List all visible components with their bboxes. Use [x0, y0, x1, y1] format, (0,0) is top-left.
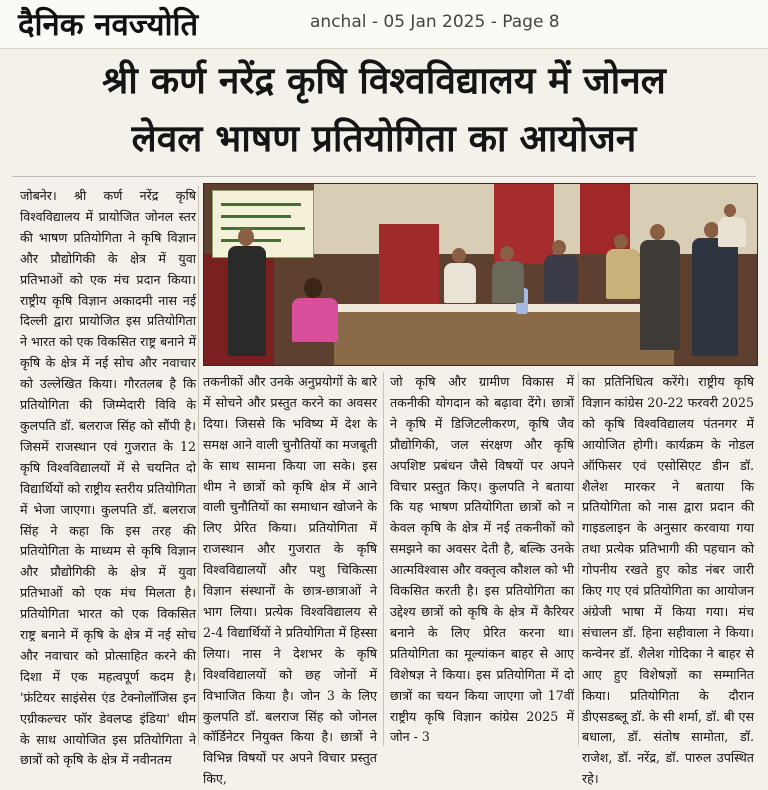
audience-member — [718, 217, 746, 247]
column-divider — [198, 186, 199, 746]
banner-text-line — [221, 203, 301, 206]
event-photo — [203, 183, 758, 366]
headline-line-1: श्री कर्ण नरेंद्र कृषि विश्वविद्यालय में जोनल — [102, 59, 666, 102]
article-text: जो कृषि और ग्रामीण विकास में तकनीकी योगदान को बढ़ावा देंगे। छात्रों ने कृषि में डिजिटलीकरण, कृषि जैव प्रौद्योगिकी, जल संरक्षण और कृषि अपशिष्ट प्रबंधन जैसे विषयों पर अपने विचार प्रस्तुत किए। कुलपति ने बताया कि यह भाषण प्रतियोगिता छात्रों को न केवल कृषि के क्षेत्र में नई तकनीकों को समझने का अवसर देती है, बल्कि उनके आत्मविश्वास और वक्तृत्व कौशल को भी विकसित करती है। इस प्रतियोगिता का उद्देश्य छात्रों को कृषि के क्षेत्र में कैरियर बनाने के लिए प्रेरित करना था। प्रतियोगिता का मूल्यांकन बाहर से आए विशेषज्ञ ने किया। इस प्रतियोगिता में दो छात्रों का चयन किया जाएगा जो 17वीं राष्ट्रीय कृषि विज्ञान कांग्रेस 2025 में जोन - 3 — [390, 374, 574, 745]
person-head — [724, 204, 736, 217]
banner-text-line — [221, 215, 291, 218]
photo-curtain — [379, 224, 439, 314]
headline-line-2: लेवल भाषण प्रतियोगिता का आयोजन — [131, 117, 637, 160]
article-text: जोबनेर। श्री कर्ण नरेंद्र कृषि विश्वविद्यालय में प्रायोजित जोनल स्तर की भाषण प्रतियोगिता ने कृषि विज्ञान और प्रौद्योगिकी के क्षेत्र में युवा प्रतिभाओं को एक मंच प्रदान किया। राष्ट्रीय कृषि विज्ञान अकादमी नास नई दिल्ली द्वारा प्रायोजित इस प्रतियोगिता ने भारत को एक विकसित राष्ट्र बनाने में कृषि के क्षेत्र में नई सोच और नवाचार को उल्लेखित किया। गौरतलब है कि प्रतियोगिता की जिम्मेदारी विवि के कुलपति डॉ. बलराज सिंह को सौंपी है। जिसमें राजस्थान एवं गुजरात के 12 कृषि विश्वविद्यालयों में से चयनित दो विद्यार्थियों को राष्ट्रीय स्तरीय प्रतियोगिता में भेजा जाएगा। कुलपति डॉ. बलराज सिंह ने कहा कि इस तरह की प्रतियोगिता के माध्यम से कृषि विज्ञान और प्रौद्योगिकी के क्षेत्र में युवा प्रतिभाओं को एक मंच मिलता है। प्रतियोगिता भारत को एक विकसित राष्ट्र बनाने में कृषि के क्षेत्र में नई सोच और नवाचार को प्रोत्साहित करने की दिशा में एक महत्वपूर्ण कदम है। 'फ्रंटियर साइंसेस एंड टेक्नोलॉजिस इन एग्रीकल्चर फॉर डेवलप्ड इंडिया' थीम के साथ आयोजित इस प्रतियोगिता ने छात्रों को कृषि के क्षेत्र में नवीनतम — [20, 188, 196, 768]
person-head — [552, 240, 566, 255]
article-column-4 — [582, 372, 754, 787]
audience-member — [606, 249, 640, 299]
person-head — [704, 222, 719, 238]
newspaper-logo: दैनिक नवज्योति — [18, 7, 199, 43]
article-column-2 — [203, 372, 377, 787]
photo-table-front — [334, 312, 674, 365]
edition-info: anchal - 05 Jan 2025 - Page 8 — [310, 12, 560, 32]
divider — [12, 176, 756, 177]
article-headline — [0, 52, 768, 168]
speaker-figure — [228, 246, 266, 356]
person-head — [304, 278, 322, 298]
article-text: का प्रतिनिधित्व करेंगे। राष्ट्रीय कृषि विज्ञान कांग्रेस 20-22 फरवरी 2025 को कृषि विश्वविद्यालय पंतनगर में आयोजित होगी। कार्यक्रम के नोडल ऑफिसर एवं एसोसिएट डीन डॉ. शैलेश मारकर ने बताया कि प्रतियोगिता को नास द्वारा प्रदान की गाइडलाइन के अनुसार करवाया गया तथा प्रत्येक प्रतिभागी की पहचान को गोपनीय रखते हुए कोड नंबर जारी किए गए एवं प्रतियोगिता का आयोजन अंग्रेजी भाषा में किया गया। मंच संचालन डॉ. हिना सहीवाला ने किया। कन्वेनर डॉ. शैलेश गोदिका ने बाहर से आए हुए विशेषज्ञों का सम्मानित किया। प्रतियोगिता के दौरान डीएसडब्लू डॉ. के सी शर्मा, डॉ. बी एस बधाला, डॉ. संतोष सामोता, डॉ. राजेश, डॉ. नरेंद्र, डॉ. पारुल उपस्थित रहे। — [582, 374, 754, 787]
seated-judge — [292, 298, 338, 342]
article-column-1 — [20, 186, 196, 768]
column-divider — [578, 372, 579, 746]
person-head — [650, 224, 665, 240]
column-divider — [383, 372, 384, 746]
person-head — [238, 228, 254, 246]
banner-text-line — [221, 227, 305, 230]
audience-member — [492, 261, 524, 303]
person-head — [614, 234, 628, 249]
audience-member — [444, 263, 476, 303]
article-text: तकनीकों और उनके अनुप्रयोगों के बारे में सोचने और प्रस्तुत करने का अवसर दिया। जिससे कि भविष्य में देश के समक्ष आने वाली चुनौतियों का मजबूती के साथ सामना किया जा सके। इस थीम ने छात्रों को कृषि क्षेत्र में आने वाली चुनौतियों का समाधान खोजने के लिए प्रेरित किया। प्रतियोगिता में राजस्थान और गुजरात के कृषि विश्वविद्यालयों और पशु चिकित्सा विज्ञान संस्थानों के छात्र-छात्राओं ने भाग लिया। प्रत्येक विश्वविद्यालय से 2-4 विद्यार्थियों ने प्रतियोगिता में हिस्सा लिया। नास ने देशभर के कृषि विश्वविद्यालयों को छह जोनों में विभाजित किया है। जोन 3 के लिए कुलपति डॉ. बलराज सिंह को जोनल कॉर्डिनेटर नियुक्त किया है। छात्रों ने विभिन्न विषयों पर अपने विचार प्रस्तुत किए, — [203, 374, 377, 787]
person-head — [452, 248, 466, 263]
audience-member — [692, 238, 738, 356]
audience-member — [640, 240, 680, 350]
audience-member — [544, 255, 578, 303]
article-column-3 — [390, 372, 574, 746]
masthead — [0, 0, 768, 49]
person-head — [500, 246, 514, 261]
